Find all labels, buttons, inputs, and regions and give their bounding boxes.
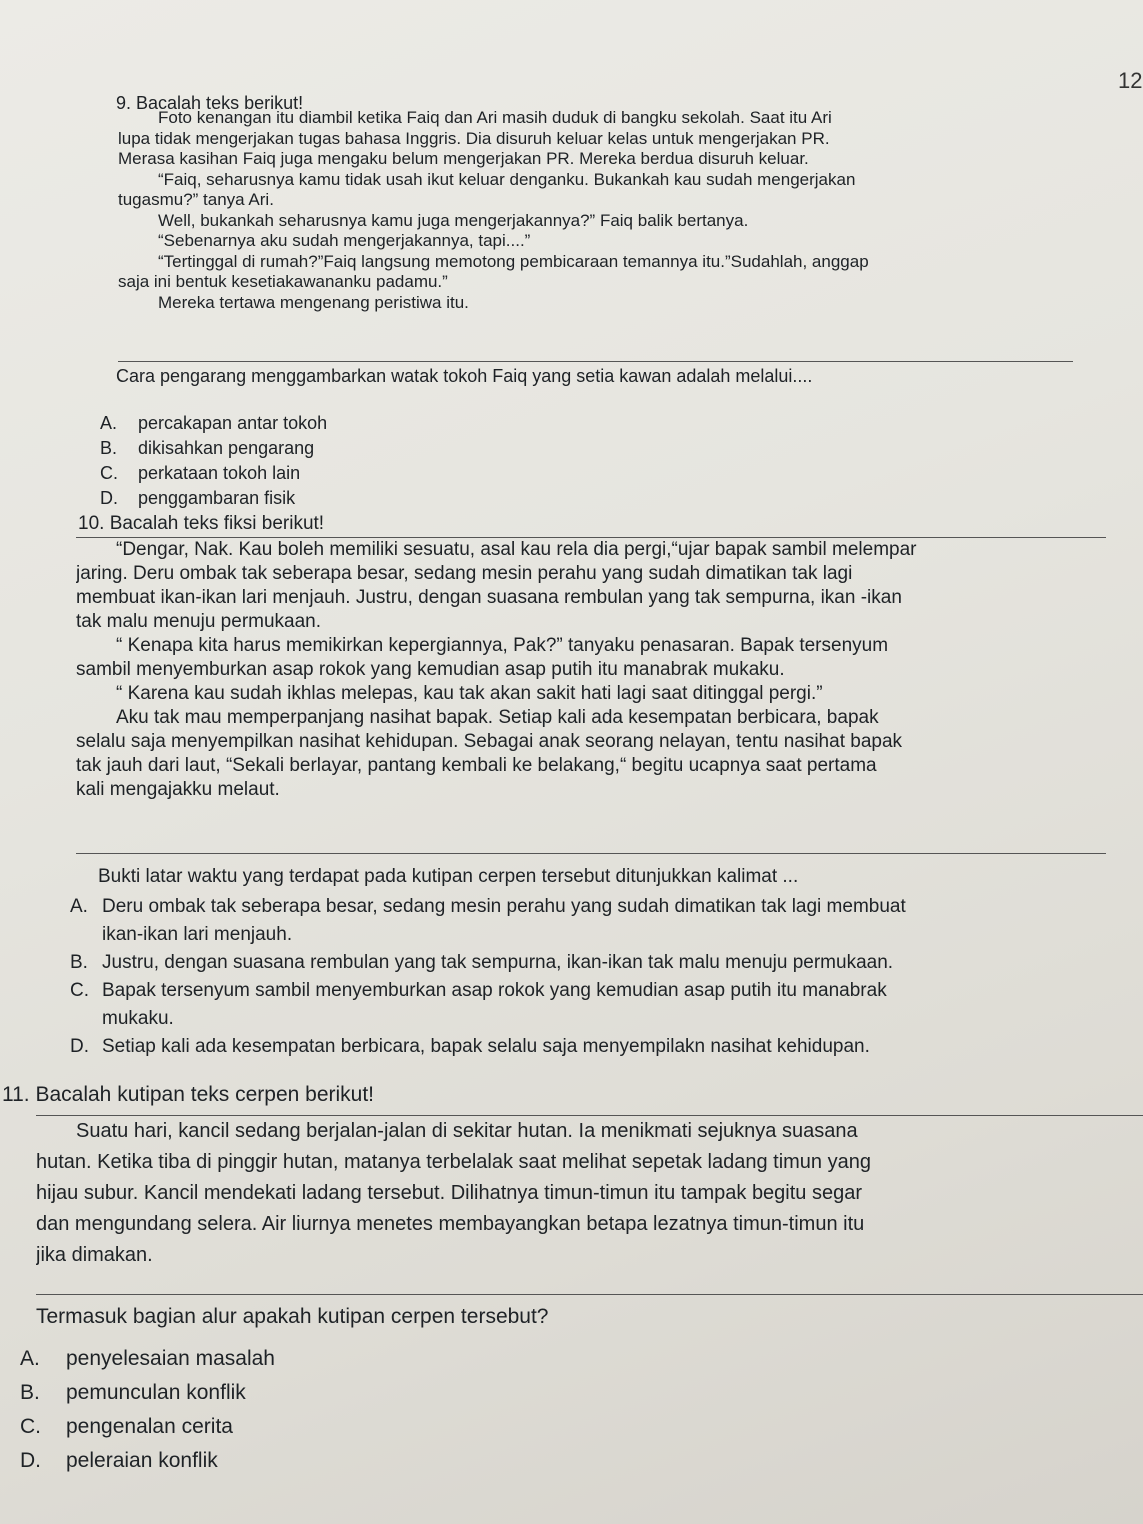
q10-passage-line: “ Kenapa kita harus memikirkan kepergiannya, Pak?” tanyaku penasaran. Bapak tersenyum [116, 635, 889, 656]
q9-passage-line: Merasa kasihan Faiq juga mengaku belum mengerjakan PR. Mereka berdua disuruh keluar. [118, 149, 809, 168]
q10-passage-line: jaring. Deru ombak tak seberapa besar, sedang mesin perahu yang sudah dimatikan tak lagi [76, 563, 853, 584]
option-text: pemunculan konflik [66, 1381, 246, 1404]
q9-question: Cara pengarang menggambarkan watak tokoh Faiq yang setia kawan adalah melalui.... [116, 366, 813, 386]
option-text: perkataan tokoh lain [138, 463, 301, 483]
q9-option-a[interactable] [100, 411, 327, 436]
option-letter: C. [20, 1415, 41, 1438]
q10-passage-line: kali mengajakku melaut. [76, 779, 280, 800]
option-text: Justru, dengan suasana rembulan yang tak sempurna, ikan-ikan tak malu menuju permukaan. [102, 952, 894, 973]
q9-options [100, 411, 327, 511]
q10-options [70, 893, 906, 1061]
q9-passage-line: Foto kenangan itu diambil ketika Faiq dan Ari masih duduk di bangku sekolah. Saat itu Ari [158, 108, 832, 127]
option-letter: D. [100, 488, 118, 508]
option-letter: A. [100, 413, 118, 433]
q9-passage-line: “Faiq, seharusnya kamu tidak usah ikut keluar denganku. Bukankah kau sudah mengerjakan [158, 169, 856, 189]
q10-option-d[interactable] [70, 1033, 906, 1061]
q10-passage-line: selalu saja menyempilkan nasihat kehidupan. Sebagai anak seorang nelayan, tentu nasihat bapak [76, 731, 903, 752]
q10-passage-line: Aku tak mau memperpanjang nasihat bapak. Setiap kali ada kesempatan berbicara, bapak [116, 707, 879, 728]
option-letter: D. [70, 1036, 89, 1057]
q10-option-b[interactable] [70, 949, 906, 977]
q10-option-a-continuation: ikan-ikan lari menjauh. [102, 924, 293, 945]
q9-passage-line: saja ini bentuk kesetiakawananku padamu.” [118, 272, 448, 291]
option-letter: B. [70, 952, 88, 973]
option-letter: C. [70, 980, 89, 1001]
q10-heading: 10. Bacalah teks fiksi berikut! [78, 513, 325, 534]
option-text: penyelesaian masalah [66, 1347, 275, 1370]
q10-option-a[interactable] [70, 893, 906, 921]
q11-passage-line: dan mengundang selera. Air liurnya menetes membayangkan betapa lezatnya timun-timun itu [36, 1213, 865, 1235]
q11-options [20, 1342, 275, 1478]
q11-passage-line: hijau subur. Kancil mendekati ladang tersebut. Dilihatnya timun-timun itu tampak begitu segar [36, 1182, 863, 1204]
option-text: Bapak tersenyum sambil menyemburkan asap rokok yang kemudian asap putih itu manabrak [102, 980, 887, 1001]
q10-option-c-continuation: mukaku. [102, 1008, 174, 1029]
page-number: 12 [1118, 68, 1143, 93]
q11-option-b[interactable] [20, 1376, 275, 1410]
q9-passage-line: “Tertinggal di rumah?”Faiq langsung memotong pembicaraan temannya itu.”Sudahlah, anggap [158, 251, 869, 271]
q11-option-c[interactable] [20, 1410, 275, 1444]
q11-question: Termasuk bagian alur apakah kutipan cerpen tersebut? [36, 1305, 549, 1328]
option-text: peleraian konflik [66, 1449, 218, 1472]
option-letter: A. [70, 896, 88, 917]
q10-question: Bukti latar waktu yang terdapat pada kutipan cerpen tersebut ditunjukkan kalimat ... [98, 866, 799, 887]
q11-heading: 11. Bacalah kutipan teks cerpen berikut! [2, 1083, 375, 1106]
q11-passage-line: hutan. Ketika tiba di pinggir hutan, matanya terbelalak saat melihat sepetak ladang timun yang [36, 1151, 871, 1173]
q9-passage-line: Mereka tertawa mengenang peristiwa itu. [158, 292, 469, 312]
q9-heading: 9. Bacalah teks berikut! [116, 93, 304, 113]
option-text: pengenalan cerita [66, 1415, 233, 1438]
q10-passage-box [76, 537, 1106, 854]
option-text: Deru ombak tak seberapa besar, sedang mesin perahu yang sudah dimatikan tak lagi membuat [102, 896, 906, 917]
option-letter: A. [20, 1347, 40, 1370]
q10-passage-line: sambil menyemburkan asap rokok yang kemudian asap putih itu manabrak mukaku. [76, 659, 785, 680]
q11-passage-box [36, 1115, 1143, 1295]
option-text: percakapan antar tokoh [138, 413, 328, 433]
q9-passage-line: lupa tidak mengerjakan tugas bahasa Inggris. Dia disuruh keluar kelas untuk mengerjakan PR. [118, 128, 830, 148]
q9-option-d[interactable] [100, 486, 327, 511]
q9-passage-line: “Sebenarnya aku sudah mengerjakannya, tapi....” [158, 231, 531, 250]
option-text: penggambaran fisik [138, 488, 296, 508]
q10-passage-line: membuat ikan-ikan lari menjauh. Justru, dengan suasana rembulan yang tak sempurna, ikan -ikan [76, 587, 902, 608]
q9-passage-line: Well, bukankah seharusnya kamu juga mengerjakannya?” Faiq balik bertanya. [158, 210, 749, 230]
q10-passage-line: tak malu menuju permukaan. [76, 611, 322, 632]
q10-option-c[interactable] [70, 977, 906, 1005]
option-letter: B. [20, 1381, 40, 1404]
q11-option-a[interactable] [20, 1342, 275, 1376]
option-letter: D. [20, 1449, 41, 1472]
q11-passage-line: jika dimakan. [36, 1244, 153, 1266]
q10-passage-line: tak jauh dari laut, “Sekali berlayar, pantang kembali ke belakang,“ begitu ucapnya saat pertama [76, 755, 877, 776]
q9-passage-box [118, 108, 1073, 362]
q9-passage-line: tugasmu?” tanya Ari. [118, 190, 274, 209]
q10-passage-line: “Dengar, Nak. Kau boleh memiliki sesuatu, asal kau rela dia pergi,“ujar bapak sambil melempar [116, 539, 917, 560]
option-text: dikisahkan pengarang [138, 438, 315, 458]
q9-option-c[interactable] [100, 461, 327, 486]
option-letter: B. [100, 438, 118, 458]
q10-passage-line: “ Karena kau sudah ikhlas melepas, kau tak akan sakit hati lagi saat ditinggal pergi.” [116, 683, 823, 704]
option-letter: C. [100, 463, 118, 483]
q9-option-b[interactable] [100, 436, 327, 461]
q11-option-d[interactable] [20, 1444, 275, 1478]
q11-passage-line: Suatu hari, kancil sedang berjalan-jalan di sekitar hutan. Ia menikmati sejuknya suasana [76, 1120, 858, 1142]
option-text: Setiap kali ada kesempatan berbicara, bapak selalu saja menyempilakn nasihat kehidupan. [102, 1036, 870, 1057]
